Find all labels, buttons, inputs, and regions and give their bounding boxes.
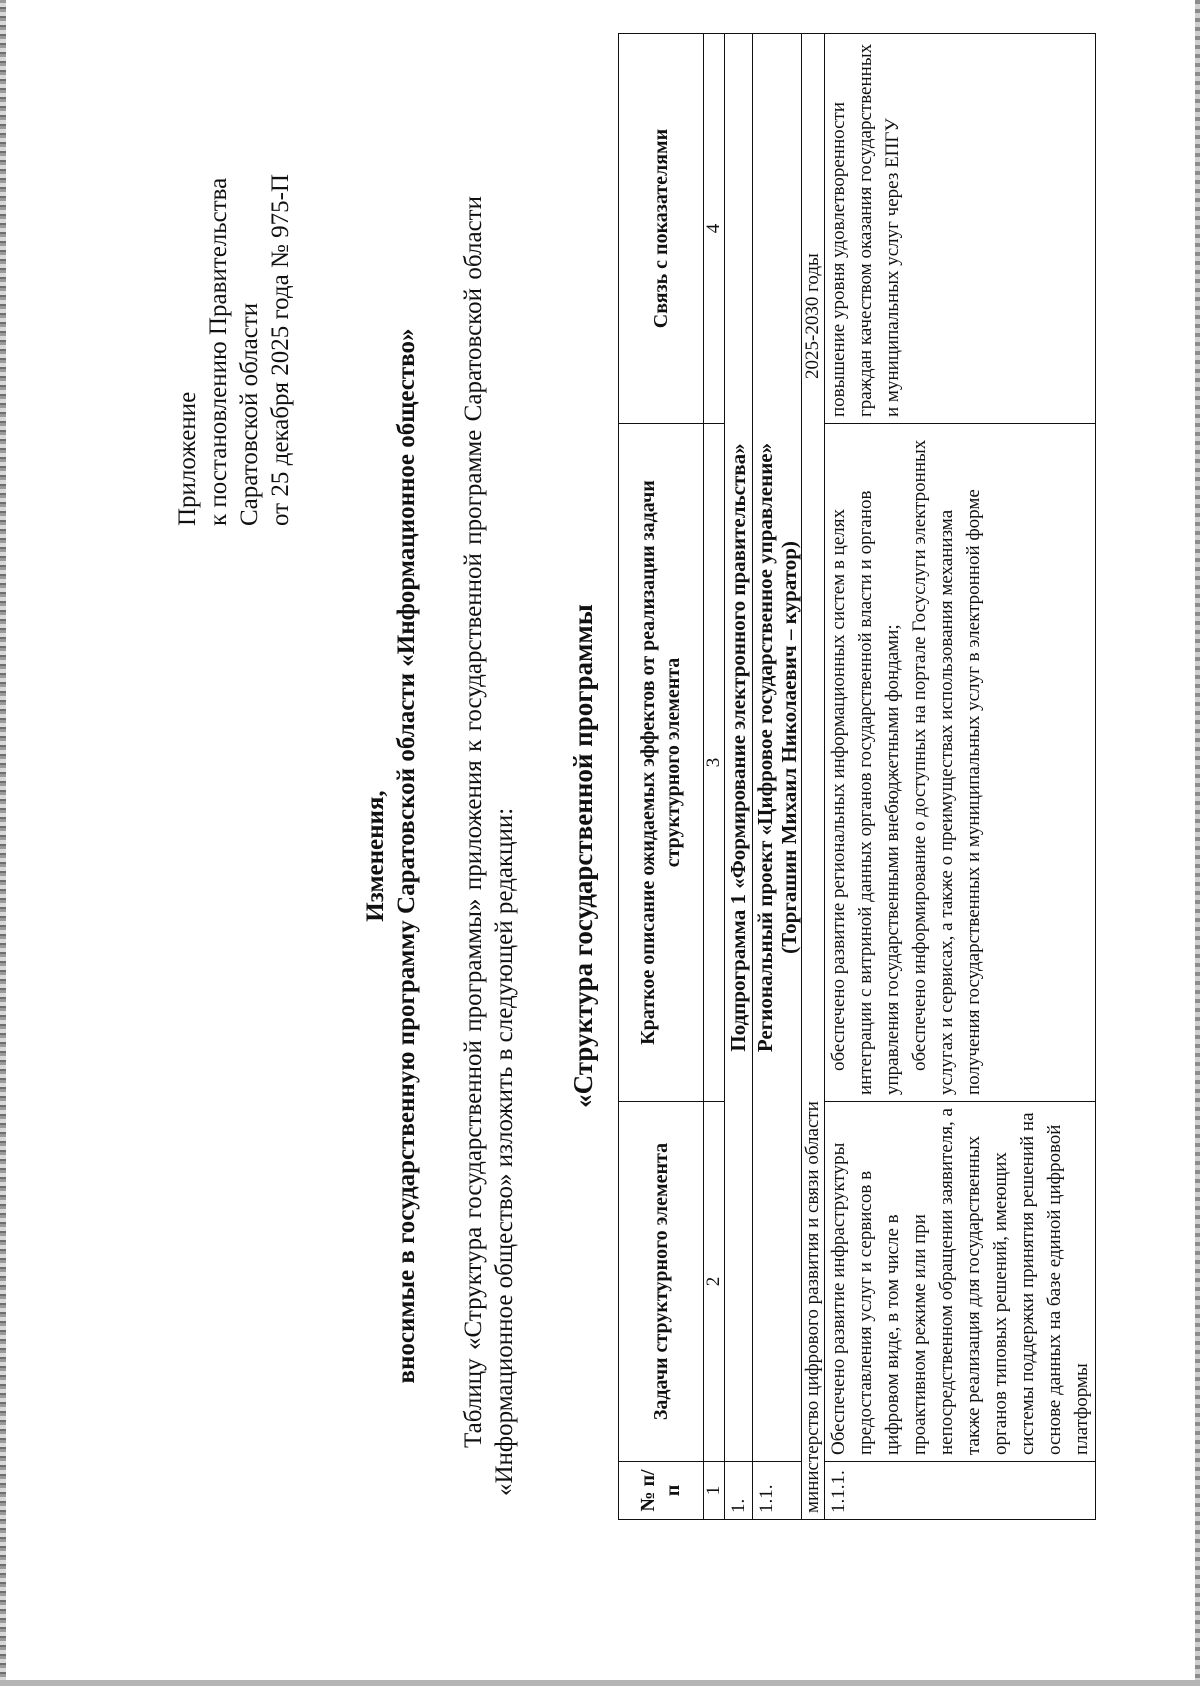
effect-cell [825,424,1096,1102]
indicator-text: повышение уровня удовлетворенности граждан качеством оказания государственных и муниципальных услуг через ЕПГУ [828,43,903,417]
header-cell-tasks: Задачи структурного элемента [619,1102,704,1462]
structure-table [618,33,1096,1520]
effect-paragraph-1: обеспечено развитие региональных информационных систем в целях интеграции с витриной данных органов государственной власти и органов управления государственными внебюджетными фондами; [828,490,903,1095]
title-line-1: Изменения, [362,790,389,922]
intro-text: Таблицу «Структура государственной программы» приложения к государственной программе Саратовской области «Информационное общество» изложить в следующей редакции: [460,196,518,1496]
table-row [825,34,1096,1520]
effect-paragraph-2: обеспечено информирование о доступных на портале Госуслуги электронных услугах и сервисах, а также о преимуществах использования механизма получения государственных и муниципальных услуг в электронной форме [909,439,984,1095]
subprogram-row [725,34,753,1520]
project-number: 1.1. [753,1462,802,1520]
appendix-line: Саратовской области [236,302,263,526]
appendix-header [172,26,296,526]
ministry-cell [802,34,825,1520]
column-number: 3 [704,424,725,1102]
project-title-line-1: Региональный проект «Цифровое государственное управление» [753,442,777,1053]
subprogram-title: Подпрограмма 1 «Формирование электронного правительства» [725,34,753,1462]
ministry-row [802,34,825,1520]
project-title [753,34,802,1462]
header-cell-effects: Краткое описание ожидаемых эффектов от реализации задачи структурного элемента [619,424,704,1102]
responsible-ministry: министерство цифрового развития и связи области [802,1101,823,1513]
column-number: 1 [704,1462,725,1520]
subprogram-number: 1. [725,1462,753,1520]
project-title-line-2: (Торгашин Михаил Николаевич – куратор) [777,541,801,954]
column-number: 4 [704,34,725,424]
appendix-line: к постановлению Правительства [205,177,232,526]
appendix-line: Приложение [174,391,201,526]
project-row [753,34,802,1520]
header-cell-number: № п/п [619,1462,704,1520]
appendix-line: от 25 декабря 2025 года № 975-П [267,174,294,526]
task-text: Обеспечено развитие инфраструктуры предоставления услуг и сервисов в цифровом виде, в том числе в проактивном режиме или при непосредственном обращении заявителя, а также реализация для государственных органов типовых решений, имеющих системы поддержки принятия решений на основе данных на базе единой цифровой платформы [828,1108,1092,1455]
indicator-cell [825,34,1096,424]
column-number: 2 [704,1102,725,1462]
document-title [360,186,422,1526]
column-number-row [704,34,725,1520]
implementation-period: 2025-2030 годы [802,253,823,379]
table-header-row [619,34,704,1520]
header-cell-indicators: Связь с показателями [619,34,704,424]
structure-title: «Структура государственной программы [568,604,598,1108]
intro-paragraph [458,196,520,1496]
title-line-2: вносимые в государственную программу Саратовской области «Информационное общество» [393,328,420,1384]
row-number: 1.1.1. [825,1462,1096,1520]
task-cell [825,1102,1096,1462]
